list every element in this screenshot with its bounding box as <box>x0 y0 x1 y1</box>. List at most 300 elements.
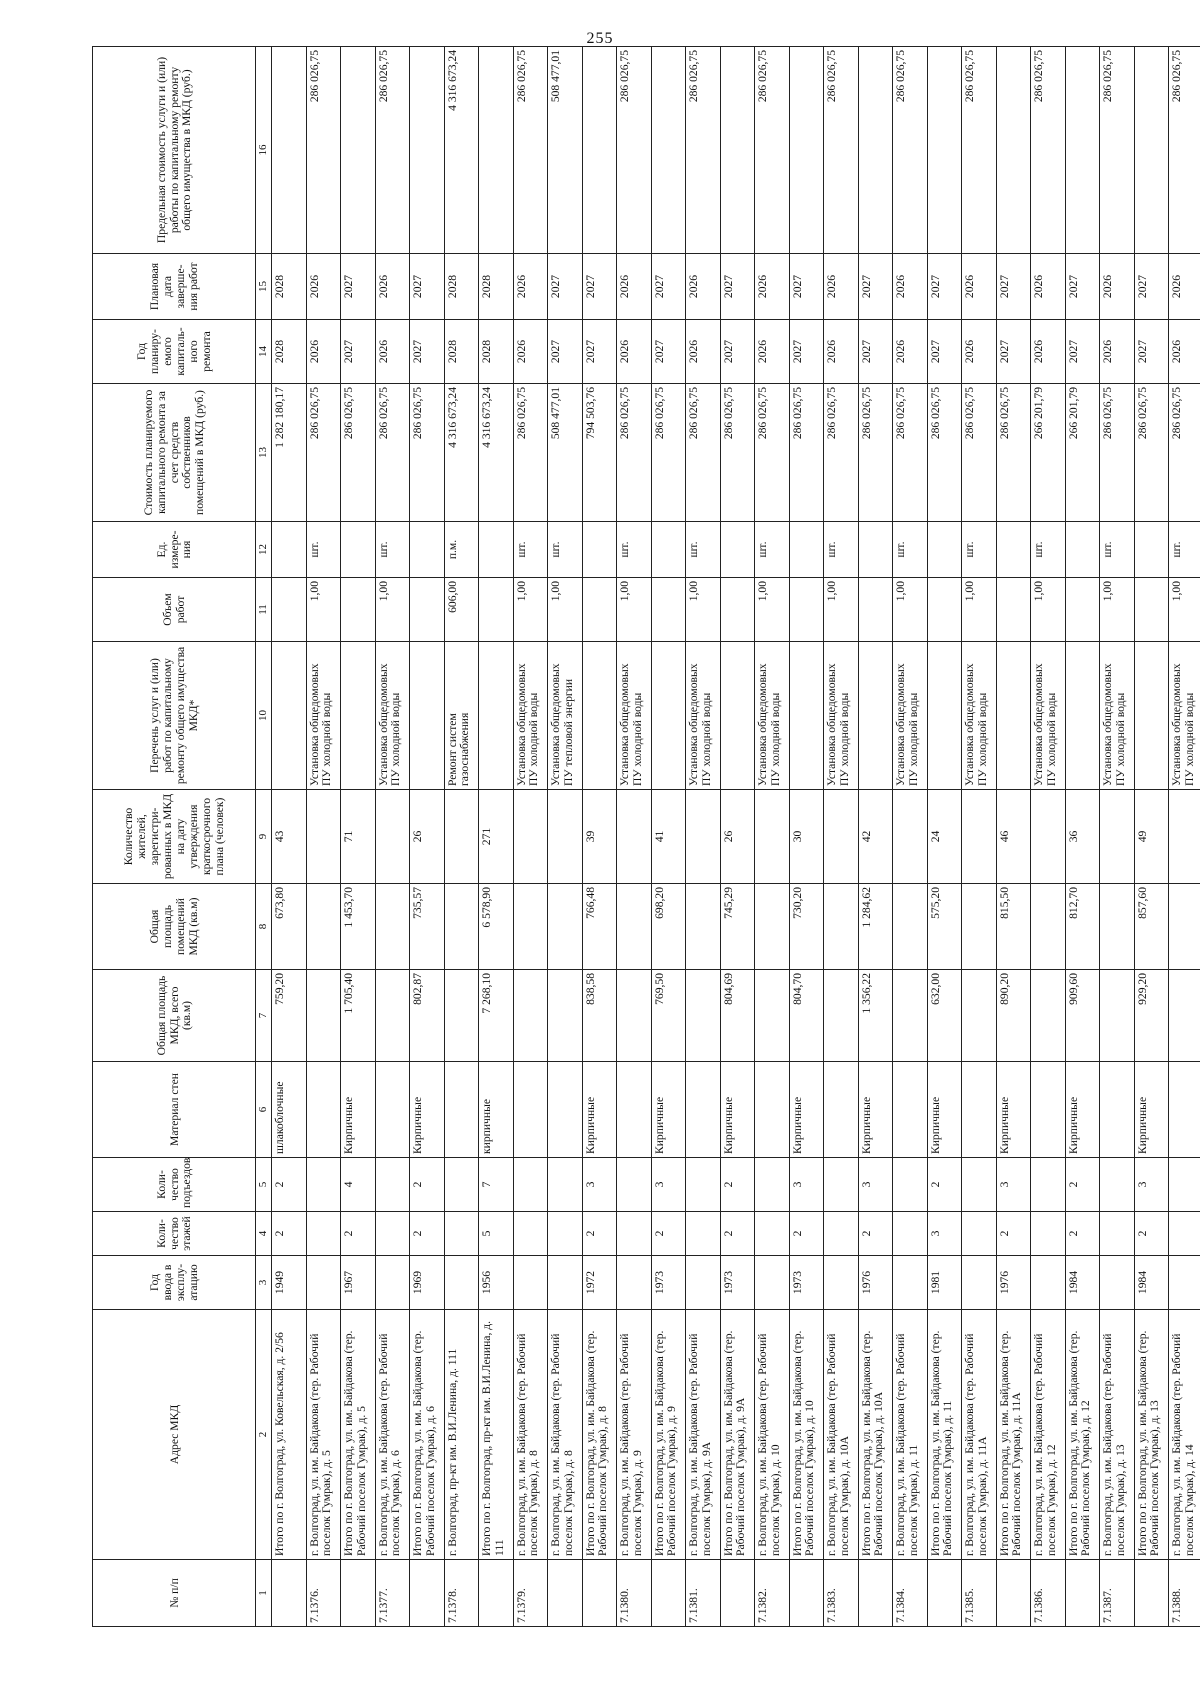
cell-col-12 <box>410 522 445 578</box>
cell-col-14: 2026 <box>755 320 790 384</box>
cell-col-12: шт. <box>548 522 583 578</box>
cell-col-4 <box>306 1212 341 1256</box>
cell-col-14: 2026 <box>306 320 341 384</box>
cell-col-11: 1,00 <box>306 578 341 642</box>
cell-col-6: Кирпичные <box>927 1062 962 1158</box>
column-header-1: № п/п <box>93 1560 256 1627</box>
cell-col-9: 46 <box>996 790 1031 884</box>
cell-col-1: 7.1388. <box>1169 1560 1200 1627</box>
cell-col-14: 2027 <box>720 320 755 384</box>
cell-col-13: 286 026,75 <box>927 384 962 522</box>
cell-col-15: 2026 <box>1100 254 1135 320</box>
cell-col-14: 2028 <box>479 320 514 384</box>
cell-col-11 <box>479 578 514 642</box>
cell-col-14: 2026 <box>824 320 859 384</box>
cell-col-11: 1,00 <box>1169 578 1200 642</box>
cell-col-16 <box>789 47 824 254</box>
cell-col-8: 698,20 <box>651 884 686 970</box>
cell-col-4 <box>893 1212 928 1256</box>
cell-col-4: 2 <box>858 1212 893 1256</box>
cell-col-7: 838,58 <box>582 970 617 1062</box>
cell-col-2: г. Волгоград, ул. им. Байдакова (тер. Рабочий поселок Гумрак), д. 5 <box>306 1310 341 1560</box>
column-number-4: 4 <box>256 1212 272 1256</box>
cell-col-7: 759,20 <box>272 970 307 1062</box>
column-header-13: Стоимость планируемого капитального ремонта за счет средств собственников помещений в МКД (руб.) <box>93 384 256 522</box>
cell-col-8 <box>513 884 548 970</box>
cell-col-16 <box>858 47 893 254</box>
cell-col-4 <box>755 1212 790 1256</box>
cell-col-10 <box>582 642 617 790</box>
cell-col-10: Установка общедомовых ПУ холодной воды <box>375 642 410 790</box>
column-header-14: Год планиру-емого капиталь-ного ремонта <box>93 320 256 384</box>
cell-col-12 <box>1065 522 1100 578</box>
table-row-total <box>582 47 617 1627</box>
cell-col-15: 2027 <box>410 254 445 320</box>
cell-col-11: 1,00 <box>755 578 790 642</box>
cell-col-11 <box>720 578 755 642</box>
cell-col-13: 286 026,75 <box>996 384 1031 522</box>
cell-col-14: 2027 <box>582 320 617 384</box>
cell-col-9: 49 <box>1134 790 1169 884</box>
cell-col-3: 1956 <box>479 1256 514 1310</box>
cell-col-15: 2027 <box>1065 254 1100 320</box>
table-row <box>306 47 341 1627</box>
cell-col-11: 1,00 <box>824 578 859 642</box>
cell-col-16: 286 026,75 <box>617 47 652 254</box>
cell-col-11: 1,00 <box>1031 578 1066 642</box>
table-row <box>1100 47 1135 1627</box>
cell-col-3: 1976 <box>858 1256 893 1310</box>
cell-col-11 <box>1065 578 1100 642</box>
cell-col-9 <box>306 790 341 884</box>
cell-col-12: шт. <box>375 522 410 578</box>
cell-col-8 <box>962 884 997 970</box>
cell-col-16 <box>1065 47 1100 254</box>
cell-col-12 <box>651 522 686 578</box>
cell-col-12 <box>927 522 962 578</box>
cell-col-10: Установка общедомовых ПУ холодной воды <box>686 642 721 790</box>
cell-col-13: 286 026,75 <box>617 384 652 522</box>
cell-col-9 <box>548 790 583 884</box>
cell-col-11: 606,00 <box>444 578 479 642</box>
cell-col-7: 802,87 <box>410 970 445 1062</box>
cell-col-16 <box>410 47 445 254</box>
cell-col-2: Итого по г. Волгоград, ул. им. Байдакова (тер. Рабочий поселок Гумрак), д. 10 <box>789 1310 824 1560</box>
cell-col-16 <box>996 47 1031 254</box>
cell-col-14: 2027 <box>1134 320 1169 384</box>
cell-col-1 <box>548 1560 583 1627</box>
cell-col-3: 1973 <box>789 1256 824 1310</box>
cell-col-9 <box>893 790 928 884</box>
cell-col-7 <box>1100 970 1135 1062</box>
cell-col-14: 2026 <box>375 320 410 384</box>
cell-col-11 <box>996 578 1031 642</box>
cell-col-1: 7.1384. <box>893 1560 928 1627</box>
cell-col-2: г. Волгоград, ул. им. Байдакова (тер. Рабочий поселок Гумрак), д. 8 <box>513 1310 548 1560</box>
cell-col-16: 286 026,75 <box>1169 47 1200 254</box>
cell-col-2: г. Волгоград, ул. им. Байдакова (тер. Рабочий поселок Гумрак), д. 8 <box>548 1310 583 1560</box>
cell-col-9 <box>755 790 790 884</box>
cell-col-3 <box>755 1256 790 1310</box>
cell-col-16 <box>272 47 307 254</box>
cell-col-12 <box>789 522 824 578</box>
cell-col-8: 745,29 <box>720 884 755 970</box>
cell-col-11: 1,00 <box>962 578 997 642</box>
cell-col-15: 2027 <box>858 254 893 320</box>
cell-col-10 <box>720 642 755 790</box>
cell-col-4 <box>1169 1212 1200 1256</box>
cell-col-15: 2026 <box>513 254 548 320</box>
cell-col-7 <box>513 970 548 1062</box>
cell-col-10 <box>272 642 307 790</box>
cell-col-11 <box>341 578 376 642</box>
cell-col-6 <box>824 1062 859 1158</box>
cell-col-4: 2 <box>272 1212 307 1256</box>
cell-col-13: 4 316 673,24 <box>444 384 479 522</box>
cell-col-13: 508 477,01 <box>548 384 583 522</box>
cell-col-12: шт. <box>962 522 997 578</box>
cell-col-1: 7.1383. <box>824 1560 859 1627</box>
cell-col-1 <box>341 1560 376 1627</box>
column-header-16: Предельная стоимость услуги и (или) работы по капитальному ремонту общего имущества в МКД (руб.) <box>93 47 256 254</box>
cell-col-9 <box>444 790 479 884</box>
cell-col-9: 71 <box>341 790 376 884</box>
cell-col-15: 2027 <box>582 254 617 320</box>
cell-col-15: 2027 <box>927 254 962 320</box>
table-row-total <box>858 47 893 1627</box>
cell-col-5 <box>686 1158 721 1212</box>
cell-col-6: Кирпичные <box>651 1062 686 1158</box>
cell-col-11: 1,00 <box>893 578 928 642</box>
cell-col-16: 4 316 673,24 <box>444 47 479 254</box>
cell-col-10 <box>1134 642 1169 790</box>
cell-col-1 <box>996 1560 1031 1627</box>
cell-col-16: 286 026,75 <box>1100 47 1135 254</box>
cell-col-4: 2 <box>341 1212 376 1256</box>
table-row <box>444 47 479 1627</box>
cell-col-11 <box>410 578 445 642</box>
cell-col-14: 2028 <box>272 320 307 384</box>
cell-col-1 <box>651 1560 686 1627</box>
cell-col-5: 3 <box>789 1158 824 1212</box>
cell-col-5 <box>513 1158 548 1212</box>
cell-col-8: 673,80 <box>272 884 307 970</box>
cell-col-13: 286 026,75 <box>1134 384 1169 522</box>
cell-col-9 <box>617 790 652 884</box>
cell-col-2: Итого по г. Волгоград, ул. им. Байдакова (тер. Рабочий поселок Гумрак), д. 9А <box>720 1310 755 1560</box>
cell-col-10 <box>996 642 1031 790</box>
cell-col-6 <box>1169 1062 1200 1158</box>
cell-col-4: 5 <box>479 1212 514 1256</box>
cell-col-5 <box>962 1158 997 1212</box>
cell-col-2: Итого по г. Волгоград, ул. им. Байдакова (тер. Рабочий поселок Гумрак), д. 11 <box>927 1310 962 1560</box>
cell-col-8: 857,60 <box>1134 884 1169 970</box>
cell-col-3: 1972 <box>582 1256 617 1310</box>
cell-col-10 <box>927 642 962 790</box>
table-row <box>1031 47 1066 1627</box>
cell-col-13: 286 026,75 <box>893 384 928 522</box>
cell-col-7 <box>617 970 652 1062</box>
cell-col-15: 2027 <box>341 254 376 320</box>
cell-col-5 <box>548 1158 583 1212</box>
cell-col-16 <box>582 47 617 254</box>
cell-col-4: 2 <box>1134 1212 1169 1256</box>
cell-col-13: 266 201,79 <box>1065 384 1100 522</box>
cell-col-6 <box>444 1062 479 1158</box>
cell-col-13: 794 503,76 <box>582 384 617 522</box>
cell-col-1 <box>1134 1560 1169 1627</box>
table-row <box>962 47 997 1627</box>
cell-col-12 <box>272 522 307 578</box>
cell-col-8 <box>686 884 721 970</box>
cell-col-10 <box>341 642 376 790</box>
cell-col-10 <box>858 642 893 790</box>
cell-col-3 <box>548 1256 583 1310</box>
cell-col-8: 1 453,70 <box>341 884 376 970</box>
cell-col-1 <box>789 1560 824 1627</box>
cell-col-9 <box>962 790 997 884</box>
cell-col-6: Кирпичные <box>996 1062 1031 1158</box>
cell-col-8 <box>375 884 410 970</box>
cell-col-8: 815,50 <box>996 884 1031 970</box>
cell-col-13: 286 026,75 <box>306 384 341 522</box>
capital-repair-table <box>92 46 1200 1627</box>
cell-col-6 <box>686 1062 721 1158</box>
cell-col-11: 1,00 <box>617 578 652 642</box>
cell-col-14: 2027 <box>651 320 686 384</box>
cell-col-3 <box>686 1256 721 1310</box>
cell-col-7 <box>893 970 928 1062</box>
cell-col-6: Кирпичные <box>789 1062 824 1158</box>
cell-col-10: Установка общедомовых ПУ тепловой энергии <box>548 642 583 790</box>
cell-col-12: шт. <box>617 522 652 578</box>
cell-col-14: 2027 <box>341 320 376 384</box>
cell-col-4 <box>617 1212 652 1256</box>
cell-col-5: 4 <box>341 1158 376 1212</box>
cell-col-7 <box>824 970 859 1062</box>
cell-col-13: 266 201,79 <box>1031 384 1066 522</box>
cell-col-2: Итого по г. Волгоград, ул. им. Байдакова (тер. Рабочий поселок Гумрак), д. 6 <box>410 1310 445 1560</box>
cell-col-8: 812,70 <box>1065 884 1100 970</box>
cell-col-1: 7.1377. <box>375 1560 410 1627</box>
column-number-15: 15 <box>256 254 272 320</box>
cell-col-14: 2026 <box>962 320 997 384</box>
cell-col-12: шт. <box>893 522 928 578</box>
cell-col-13: 286 026,75 <box>375 384 410 522</box>
cell-col-14: 2026 <box>1169 320 1200 384</box>
column-number-5: 5 <box>256 1158 272 1212</box>
cell-col-15: 2026 <box>1169 254 1200 320</box>
cell-col-5 <box>824 1158 859 1212</box>
table-row <box>893 47 928 1627</box>
cell-col-12: шт. <box>1031 522 1066 578</box>
cell-col-9: 36 <box>1065 790 1100 884</box>
cell-col-3 <box>962 1256 997 1310</box>
cell-col-1 <box>1065 1560 1100 1627</box>
cell-col-8: 766,48 <box>582 884 617 970</box>
cell-col-8 <box>755 884 790 970</box>
cell-col-6 <box>548 1062 583 1158</box>
cell-col-1: 7.1376. <box>306 1560 341 1627</box>
cell-col-4: 2 <box>410 1212 445 1256</box>
column-number-1: 1 <box>256 1560 272 1627</box>
cell-col-11 <box>582 578 617 642</box>
cell-col-15: 2027 <box>789 254 824 320</box>
cell-col-13: 286 026,75 <box>962 384 997 522</box>
cell-col-9 <box>375 790 410 884</box>
cell-col-11: 1,00 <box>513 578 548 642</box>
cell-col-7 <box>306 970 341 1062</box>
cell-col-4: 2 <box>582 1212 617 1256</box>
cell-col-16: 286 026,75 <box>306 47 341 254</box>
cell-col-12: шт. <box>1169 522 1200 578</box>
table-row-total <box>479 47 514 1627</box>
cell-col-5 <box>375 1158 410 1212</box>
cell-col-9 <box>1031 790 1066 884</box>
column-number-2: 2 <box>256 1310 272 1560</box>
cell-col-10 <box>410 642 445 790</box>
cell-col-3 <box>375 1256 410 1310</box>
cell-col-3: 1949 <box>272 1256 307 1310</box>
cell-col-14: 2026 <box>686 320 721 384</box>
cell-col-13: 286 026,75 <box>720 384 755 522</box>
cell-col-8 <box>893 884 928 970</box>
cell-col-9: 42 <box>858 790 893 884</box>
cell-col-6: кирпичные <box>479 1062 514 1158</box>
cell-col-16: 286 026,75 <box>962 47 997 254</box>
cell-col-15: 2026 <box>824 254 859 320</box>
cell-col-2: г. Волгоград, ул. им. Байдакова (тер. Рабочий поселок Гумрак), д. 10 <box>755 1310 790 1560</box>
cell-col-8 <box>444 884 479 970</box>
cell-col-11 <box>1134 578 1169 642</box>
cell-col-16 <box>479 47 514 254</box>
cell-col-12 <box>341 522 376 578</box>
table-row-total <box>720 47 755 1627</box>
cell-col-5: 3 <box>1134 1158 1169 1212</box>
table-row <box>755 47 790 1627</box>
column-header-10: Перечень услуг и (или) работ по капитальному ремонту общего имущества МКД* <box>93 642 256 790</box>
cell-col-14: 2027 <box>1065 320 1100 384</box>
cell-col-3: 1984 <box>1134 1256 1169 1310</box>
cell-col-11 <box>272 578 307 642</box>
cell-col-10: Установка общедомовых ПУ холодной воды <box>513 642 548 790</box>
cell-col-2: г. Волгоград, ул. им. Байдакова (тер. Рабочий поселок Гумрак), д. 12 <box>1031 1310 1066 1560</box>
cell-col-6 <box>617 1062 652 1158</box>
cell-col-2: г. Волгоград, ул. им. Байдакова (тер. Рабочий поселок Гумрак), д. 14 <box>1169 1310 1200 1560</box>
cell-col-1 <box>720 1560 755 1627</box>
cell-col-10: Установка общедомовых ПУ холодной воды <box>824 642 859 790</box>
table-row <box>375 47 410 1627</box>
cell-col-4 <box>513 1212 548 1256</box>
cell-col-10: Установка общедомовых ПУ холодной воды <box>962 642 997 790</box>
cell-col-1: 7.1386. <box>1031 1560 1066 1627</box>
cell-col-12 <box>582 522 617 578</box>
cell-col-15: 2028 <box>272 254 307 320</box>
cell-col-11: 1,00 <box>686 578 721 642</box>
cell-col-14: 2027 <box>858 320 893 384</box>
cell-col-2: г. Волгоград, ул. им. Байдакова (тер. Рабочий поселок Гумрак), д. 13 <box>1100 1310 1135 1560</box>
cell-col-2: Итого по г. Волгоград, пр-кт им. В.И.Ленина, д. 111 <box>479 1310 514 1560</box>
cell-col-6 <box>1031 1062 1066 1158</box>
cell-col-2: г. Волгоград, ул. им. Байдакова (тер. Рабочий поселок Гумрак), д. 10А <box>824 1310 859 1560</box>
cell-col-10 <box>1065 642 1100 790</box>
rotated-table-container <box>92 47 1196 1627</box>
column-number-10: 10 <box>256 642 272 790</box>
cell-col-1 <box>479 1560 514 1627</box>
cell-col-6 <box>306 1062 341 1158</box>
cell-col-2: Итого по г. Волгоград, ул. им. Байдакова (тер. Рабочий поселок Гумрак), д. 9 <box>651 1310 686 1560</box>
cell-col-5: 2 <box>927 1158 962 1212</box>
cell-col-16 <box>651 47 686 254</box>
cell-col-11 <box>858 578 893 642</box>
cell-col-15: 2026 <box>375 254 410 320</box>
cell-col-13: 286 026,75 <box>410 384 445 522</box>
cell-col-3 <box>1031 1256 1066 1310</box>
cell-col-14: 2028 <box>444 320 479 384</box>
cell-col-4 <box>962 1212 997 1256</box>
cell-col-5: 7 <box>479 1158 514 1212</box>
cell-col-12 <box>996 522 1031 578</box>
cell-col-14: 2027 <box>410 320 445 384</box>
cell-col-7 <box>686 970 721 1062</box>
cell-col-13: 286 026,75 <box>1100 384 1135 522</box>
table-row <box>686 47 721 1627</box>
cell-col-8 <box>548 884 583 970</box>
cell-col-1: 7.1380. <box>617 1560 652 1627</box>
cell-col-1: 7.1378. <box>444 1560 479 1627</box>
column-header-5: Коли-чество подъездов <box>93 1158 256 1212</box>
cell-col-3: 1981 <box>927 1256 962 1310</box>
cell-col-10: Установка общедомовых ПУ холодной воды <box>1031 642 1066 790</box>
cell-col-7 <box>962 970 997 1062</box>
cell-col-15: 2026 <box>962 254 997 320</box>
cell-col-7 <box>755 970 790 1062</box>
cell-col-16 <box>720 47 755 254</box>
page-number: 255 <box>586 30 614 47</box>
cell-col-15: 2027 <box>548 254 583 320</box>
cell-col-15: 2027 <box>1134 254 1169 320</box>
table-row <box>548 47 583 1627</box>
cell-col-1: 7.1379. <box>513 1560 548 1627</box>
table-row-total <box>927 47 962 1627</box>
cell-col-14: 2026 <box>1031 320 1066 384</box>
cell-col-8: 1 284,62 <box>858 884 893 970</box>
cell-col-9: 26 <box>720 790 755 884</box>
cell-col-2: Итого по г. Волгоград, ул. им. Байдакова (тер. Рабочий поселок Гумрак), д. 12 <box>1065 1310 1100 1560</box>
cell-col-3: 1984 <box>1065 1256 1100 1310</box>
cell-col-7: 804,69 <box>720 970 755 1062</box>
cell-col-7: 804,70 <box>789 970 824 1062</box>
cell-col-8 <box>1031 884 1066 970</box>
cell-col-3 <box>893 1256 928 1310</box>
cell-col-7: 909,60 <box>1065 970 1100 1062</box>
cell-col-15: 2026 <box>617 254 652 320</box>
cell-col-10: Установка общедомовых ПУ холодной воды <box>1100 642 1135 790</box>
cell-col-6: Кирпичные <box>1065 1062 1100 1158</box>
cell-col-14: 2027 <box>548 320 583 384</box>
cell-col-12 <box>1134 522 1169 578</box>
cell-col-10: Установка общедомовых ПУ холодной воды <box>893 642 928 790</box>
cell-col-14: 2026 <box>617 320 652 384</box>
cell-col-2: г. Волгоград, ул. им. Байдакова (тер. Рабочий поселок Гумрак), д. 9 <box>617 1310 652 1560</box>
cell-col-5 <box>1169 1158 1200 1212</box>
cell-col-6 <box>1100 1062 1135 1158</box>
cell-col-4: 2 <box>720 1212 755 1256</box>
cell-col-6: Кирпичные <box>582 1062 617 1158</box>
cell-col-5 <box>755 1158 790 1212</box>
cell-col-3 <box>1100 1256 1135 1310</box>
cell-col-4: 2 <box>651 1212 686 1256</box>
